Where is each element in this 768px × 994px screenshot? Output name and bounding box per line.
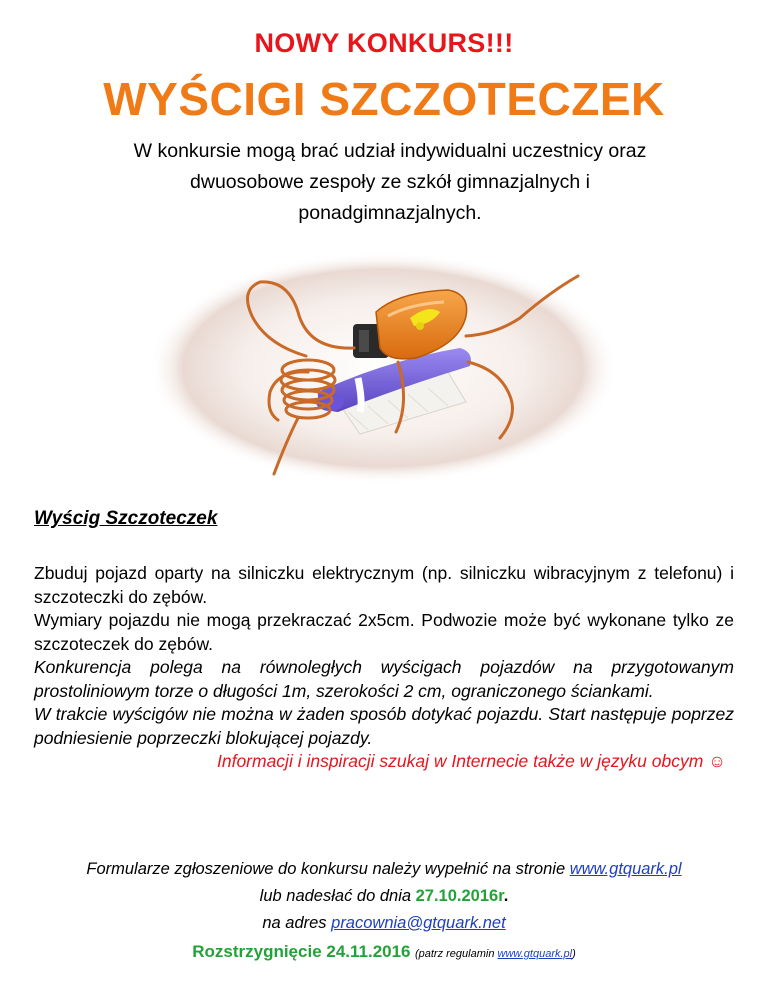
footer-line-1-text: Formularze zgłoszeniowe do konkursu należy wypełnić na stronie: [86, 860, 570, 878]
deadline-date: 27.10.2016r: [415, 887, 504, 905]
intro-line-3: ponadgimnazjalnych.: [298, 202, 482, 224]
footer-line-3: [0, 910, 768, 937]
inspiration-note: Informacji i inspiracji szukaj w Internecie także w języku obcym ☺: [216, 751, 726, 771]
results-date: Rozstrzygnięcie 24.11.2016: [192, 942, 411, 961]
deadline-dot: .: [503, 887, 509, 905]
footer-line-2-text: lub nadesłać do dnia: [259, 887, 416, 905]
email-link[interactable]: pracownia@gtquark.net: [331, 914, 506, 932]
intro-line-1: W konkursie mogą brać udział indywidualni uczestnicy oraz: [133, 140, 647, 162]
footer-line-1: [0, 856, 768, 883]
regulation-link[interactable]: www.gtquark.pl: [497, 948, 573, 960]
intro-paragraph: [60, 136, 720, 229]
results-announcement: [0, 942, 768, 962]
footer-line-2: [0, 883, 768, 910]
rules-paragraph-2: Wymiary pojazdu nie mogą przekraczać 2x5cm. Podwozie może być wykonane tylko ze szczoteczek do zębów.: [34, 610, 734, 654]
rules-paragraph-4: W trakcie wyścigów nie można w żaden sposób dotykać pojazdu. Start następuje poprzez podniesienie poprzeczki blokującej pojazdy.: [34, 704, 734, 748]
rules-paragraph-3: Konkurencja polega na równoległych wyścigach pojazdów na przygotowanym prostoliniowym torze o długości 1m, szerokości 2 cm, ograniczonego ściankami.: [34, 657, 734, 701]
rules-paragraph-1: Zbuduj pojazd oparty na silniczku elektrycznym (np. silniczku wibracyjnym z telefonu) i szczoteczki do zębów.: [34, 563, 734, 607]
regulation-note: [415, 948, 576, 960]
intro-line-2: dwuosobowe zespoły ze szkół gimnazjalnych i: [190, 171, 590, 193]
website-link[interactable]: www.gtquark.pl: [569, 860, 682, 878]
headline-new-contest: NOWY KONKURS!!!: [254, 28, 514, 58]
headline-contest-title: WYŚCIGI SZCZOTECZEK: [103, 73, 665, 125]
toothbrush-robot-photo: [148, 252, 618, 484]
footer-line-3-text: na adres: [262, 914, 332, 932]
registration-info: [0, 856, 768, 937]
regulation-suffix: ): [572, 948, 576, 960]
rules-text: [34, 562, 734, 774]
robot-illustration: [148, 252, 618, 484]
regulation-prefix: (patrz regulamin: [414, 948, 498, 960]
section-title: Wyścig Szczoteczek: [34, 508, 218, 529]
